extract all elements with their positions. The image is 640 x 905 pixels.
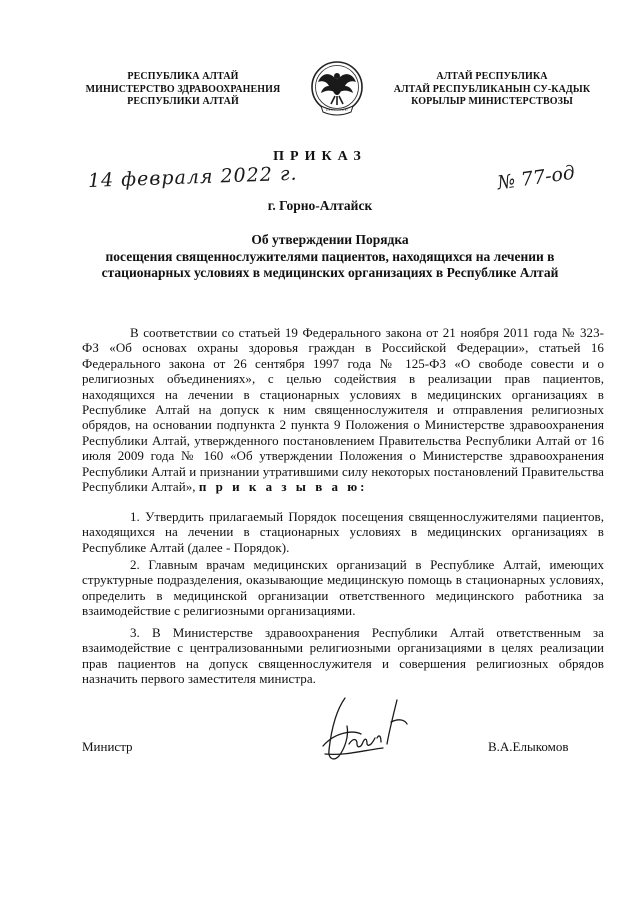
signatory-name: В.А.Елыкомов [488,739,569,754]
header-left-block [83,71,283,109]
order-item-2: 2. Главным врачам медицинских организаций в Республике Алтай, имеющих структурные подразделения, оказывающие медицинскую помощь в стационарных условиях, определить в медицинской организации ответственного медицинского работника за взаимодействие с религиозными организациями. [82,557,604,619]
title-line-1: Об утверждении Порядка [251,232,409,247]
order-item-3: 3. В Министерстве здравоохранения Республики Алтай ответственным за взаимодействие с централизованными религиозными организациями в целях реализации прав пациентов на допуск священнослужителя и совершения религиозных обрядов назначить первого заместителя министра. [82,625,604,687]
header-left-line-3: РЕСПУБЛИКИ АЛТАЙ [127,96,239,107]
header-right-line-1: АЛТАЙ РЕСПУБЛИКА [436,71,548,82]
order-item-1: 1. Утвердить прилагаемый Порядок посещения священнослужителями пациентов, находящихся на лечении в стационарных условиях в медицинских организациях в Республике Алтай (далее - Порядок). [82,509,604,555]
document-type-heading: ПРИКАЗ [273,149,367,164]
handwritten-number: № 77-од [495,161,577,195]
altai-emblem-icon [309,60,365,120]
header-right-line-2: АЛТАЙ РЕСПУБЛИКАНЫН СУ-КАДЫК [393,83,591,95]
document-title [70,232,590,282]
title-line-2: посещения священнослужителями пациентов, находящихся на лечении в [105,248,555,264]
preamble-paragraph [82,325,604,494]
header-right-line-3: КОРЫЛЫР МИНИСТЕРСТВОЗЫ [411,96,573,107]
header-left-line-2: МИНИСТЕРСТВО ЗДРАВООХРАНЕНИЯ [85,83,281,95]
header-right-block [392,71,592,109]
preamble-text: В соответствии со статьей 19 Федерального закона от 21 ноября 2011 года № 323-ФЗ «Об основах охраны здоровья граждан в Российской Федерации», статьей 16 Федерального закона от 26 сентября 1997 года № 125-ФЗ «О свободе совести и о религиозных объединениях», с целью содействия в реализации прав пациентов, находящихся на лечении в стационарных условиях в медицинских организациях в Республике Алтай на допуск к ним священнослужителя и отправления религиозных обрядов, на основании подпункта 2 пункта 9 Положения о Министерстве здравоохранения Республики Алтай, утвержденного постановлением Правительства Республики Алтай от 16 июля 2009 года № 160 «Об утверждении Положения о Министерстве здравоохранения Республики Алтай и признании утратившими силу некоторых постановлений Правительства Республики Алтай», [82,325,604,495]
header-left-line-1: РЕСПУБЛИКА АЛТАЙ [127,71,239,82]
handwritten-signature-icon [305,692,415,772]
title-line-3: стационарных условиях в медицинских организациях в Республике Алтай [101,265,559,280]
signatory-position: Министр [82,739,133,754]
handwritten-date: 14 февраля 2022 г. [87,162,298,192]
order-word: п р и к а з ы в а ю: [198,479,368,495]
city-line: г. Горно-Алтайск [267,198,373,213]
